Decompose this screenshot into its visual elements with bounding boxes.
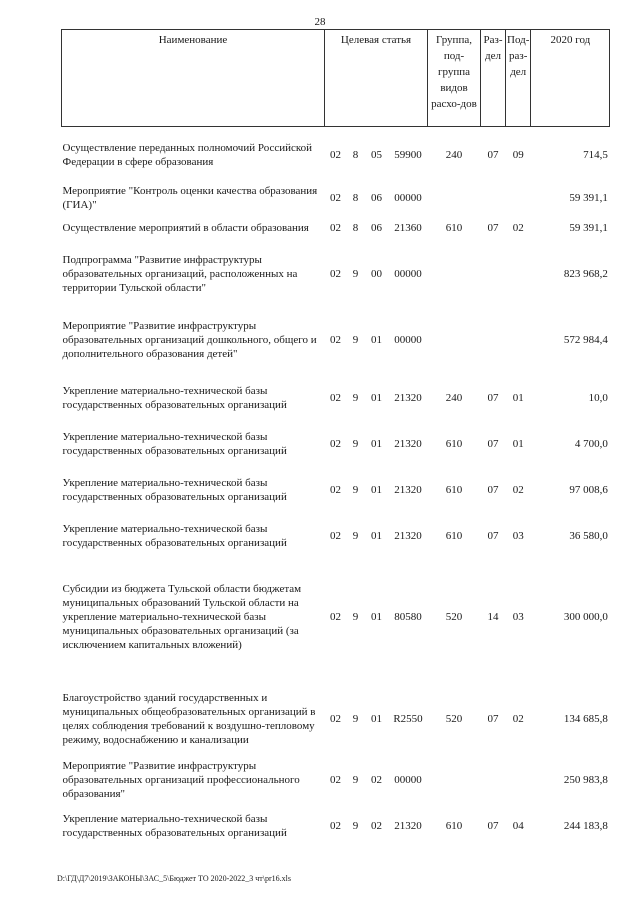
table-row [62, 803, 610, 849]
target-code-direction: 00000 [394, 267, 422, 280]
section-code: 07 [487, 391, 499, 404]
target-code-program: 02 [330, 483, 341, 496]
target-code-event: 05 [371, 148, 382, 161]
expense-group-code: 520 [445, 712, 463, 725]
target-code-subprogram: 9 [352, 819, 359, 832]
row-name: Мероприятие "Контроль оценки качества образования (ГИА)" [62, 184, 318, 211]
subsection-code: 02 [512, 483, 524, 496]
subsection-code: 02 [512, 712, 524, 725]
target-code-subprogram: 9 [352, 483, 359, 496]
target-code-subprogram: 8 [352, 148, 359, 161]
row-name: Подпрограмма "Развитие инфраструктуры образовательных организаций, расположенных на территории Тульской области" [62, 253, 298, 294]
target-code-event: 06 [371, 191, 382, 204]
row-name: Укрепление материально-технической базы государственных образовательных организаций [62, 522, 287, 549]
subsection-code [506, 317, 531, 363]
target-code-direction: 00000 [394, 333, 422, 346]
target-code-subprogram: 9 [352, 610, 359, 623]
target-code-direction: 21320 [394, 529, 422, 542]
expense-group-code [428, 243, 481, 305]
target-code-direction: 80580 [394, 610, 422, 623]
row-spacer [62, 663, 610, 681]
expense-group-code: 610 [445, 437, 463, 450]
table-row [62, 243, 610, 305]
section-code: 07 [487, 221, 499, 234]
target-code-direction: 00000 [394, 773, 422, 786]
header-section: Раз-дел [481, 30, 506, 127]
section-code [481, 243, 506, 305]
amount-2020: 59 391,1 [569, 221, 608, 234]
amount-2020: 823 968,2 [563, 267, 608, 280]
row-name: Укрепление материально-технической базы государственных образовательных организаций [62, 812, 287, 839]
target-code-event: 00 [371, 267, 382, 280]
target-code-event: 01 [371, 437, 382, 450]
row-name: Благоустройство зданий государственных и муниципальных общеобразовательных организаций в целях соблюдения требований к воздушно-тепловому режиму, водоснабжению и канализации [62, 691, 316, 746]
target-code-program: 02 [330, 712, 341, 725]
table-row [62, 571, 610, 663]
row-name: Осуществление переданных полномочий Российской Федерации в сфере образования [62, 141, 313, 168]
amount-2020: 59 391,1 [569, 191, 608, 204]
table-row [62, 317, 610, 363]
target-code-program: 02 [330, 529, 341, 542]
expense-group-code: 610 [445, 221, 463, 234]
table-row [62, 183, 610, 213]
row-spacer [62, 305, 610, 317]
target-code-program: 02 [330, 191, 341, 204]
table-row [62, 681, 610, 757]
row-spacer [62, 559, 610, 571]
table-row [62, 421, 610, 467]
expense-group-code: 610 [445, 483, 463, 496]
target-code-subprogram: 9 [352, 333, 359, 346]
expense-group-code [428, 757, 481, 803]
amount-2020: 97 008,6 [569, 483, 608, 496]
table-header-row [62, 30, 610, 127]
target-code-program: 02 [330, 610, 341, 623]
target-code-direction: 00000 [394, 191, 422, 204]
subsection-code: 03 [512, 610, 524, 623]
table-row [62, 757, 610, 803]
expense-group-code [428, 317, 481, 363]
subsection-code: 04 [512, 819, 524, 832]
row-name: Мероприятие "Развитие инфраструктуры образовательных организаций дошкольного, общего и дополнительного образования детей" [62, 319, 317, 360]
header-target-article: Целевая статья [325, 30, 428, 127]
target-code-program: 02 [330, 819, 341, 832]
page-number: 28 [314, 16, 326, 28]
target-code-subprogram: 8 [352, 191, 359, 204]
target-code-subprogram: 9 [352, 267, 359, 280]
target-code-program: 02 [330, 437, 341, 450]
target-code-event: 01 [371, 333, 382, 346]
target-code-direction: R2550 [393, 712, 423, 725]
target-code-event: 01 [371, 391, 382, 404]
target-code-subprogram: 8 [352, 221, 359, 234]
amount-2020: 300 000,0 [563, 610, 608, 623]
expense-group-code: 610 [445, 529, 463, 542]
target-code-event: 01 [371, 712, 382, 725]
target-code-subprogram: 9 [352, 529, 359, 542]
row-spacer [62, 127, 610, 139]
target-code-program: 02 [330, 148, 341, 161]
subsection-code: 01 [512, 391, 524, 404]
section-code: 07 [487, 819, 499, 832]
section-code: 14 [487, 610, 499, 623]
subsection-code [506, 243, 531, 305]
expense-group-code: 520 [445, 610, 463, 623]
row-spacer [62, 171, 610, 183]
target-code-direction: 59900 [394, 148, 422, 161]
header-expense-group: Группа, под-группа видов расхо-дов [428, 30, 481, 127]
budget-table [61, 29, 610, 849]
amount-2020: 4 700,0 [574, 437, 608, 450]
section-code [481, 757, 506, 803]
table-row [62, 375, 610, 421]
target-code-program: 02 [330, 391, 341, 404]
subsection-code: 09 [512, 148, 524, 161]
target-code-program: 02 [330, 267, 341, 280]
table-row [62, 213, 610, 243]
table-row [62, 139, 610, 171]
target-code-program: 02 [330, 221, 341, 234]
target-code-event: 01 [371, 529, 382, 542]
subsection-code [506, 757, 531, 803]
table-row [62, 467, 610, 513]
target-code-program: 02 [330, 773, 341, 786]
section-code: 07 [487, 148, 499, 161]
expense-group-code: 240 [445, 391, 463, 404]
subsection-code: 02 [512, 221, 524, 234]
target-code-direction: 21320 [394, 483, 422, 496]
target-code-event: 01 [371, 483, 382, 496]
section-code: 07 [487, 437, 499, 450]
header-subsection: Под-раз-дел [506, 30, 531, 127]
target-code-subprogram: 9 [352, 391, 359, 404]
row-name: Укрепление материально-технической базы государственных образовательных организаций [62, 384, 287, 411]
amount-2020: 250 983,8 [563, 773, 608, 786]
header-year-2020: 2020 год [531, 30, 610, 127]
target-code-subprogram: 9 [352, 712, 359, 725]
header-name: Наименование [62, 30, 325, 127]
target-code-event: 06 [371, 221, 382, 234]
target-code-event: 01 [371, 610, 382, 623]
target-code-event: 02 [371, 819, 382, 832]
table-row [62, 513, 610, 559]
row-name: Укрепление материально-технической базы государственных образовательных организаций [62, 476, 287, 503]
expense-group-code: 240 [445, 148, 463, 161]
target-code-direction: 21360 [394, 221, 422, 234]
section-code [481, 317, 506, 363]
amount-2020: 36 580,0 [569, 529, 608, 542]
subsection-code: 03 [512, 529, 524, 542]
expense-group-code [428, 183, 481, 213]
row-name: Субсидии из бюджета Тульской области бюджетам муниципальных образований Тульской области на укрепление материально-технической базы муниципальных образовательных организаций (за исключением капитальных вложений) [62, 582, 302, 651]
row-spacer [62, 363, 610, 375]
section-code: 07 [487, 712, 499, 725]
amount-2020: 134 685,8 [563, 712, 608, 725]
subsection-code: 01 [512, 437, 524, 450]
target-code-direction: 21320 [394, 437, 422, 450]
amount-2020: 572 984,4 [563, 333, 608, 346]
section-code: 07 [487, 483, 499, 496]
subsection-code [506, 183, 531, 213]
expense-group-code: 610 [445, 819, 463, 832]
target-code-direction: 21320 [394, 391, 422, 404]
section-code: 07 [487, 529, 499, 542]
amount-2020: 10,0 [588, 391, 608, 404]
row-name: Мероприятие "Развитие инфраструктуры образовательных организаций профессионального образования" [62, 759, 300, 800]
target-code-subprogram: 9 [352, 437, 359, 450]
target-code-program: 02 [330, 333, 341, 346]
target-code-direction: 21320 [394, 819, 422, 832]
section-code [481, 183, 506, 213]
amount-2020: 244 183,8 [563, 819, 608, 832]
amount-2020: 714,5 [583, 148, 608, 161]
file-path-footer: D:\ГД\Д7\2019\ЗАКОНЫ\ЗАС_5\Бюджет ТО 2020-2022_3 чт\pr16.xls [57, 874, 292, 883]
row-name: Укрепление материально-технической базы государственных образовательных организаций [62, 430, 287, 457]
target-code-subprogram: 9 [352, 773, 359, 786]
row-name: Осуществление мероприятий в области образования [62, 221, 309, 234]
target-code-event: 02 [371, 773, 382, 786]
